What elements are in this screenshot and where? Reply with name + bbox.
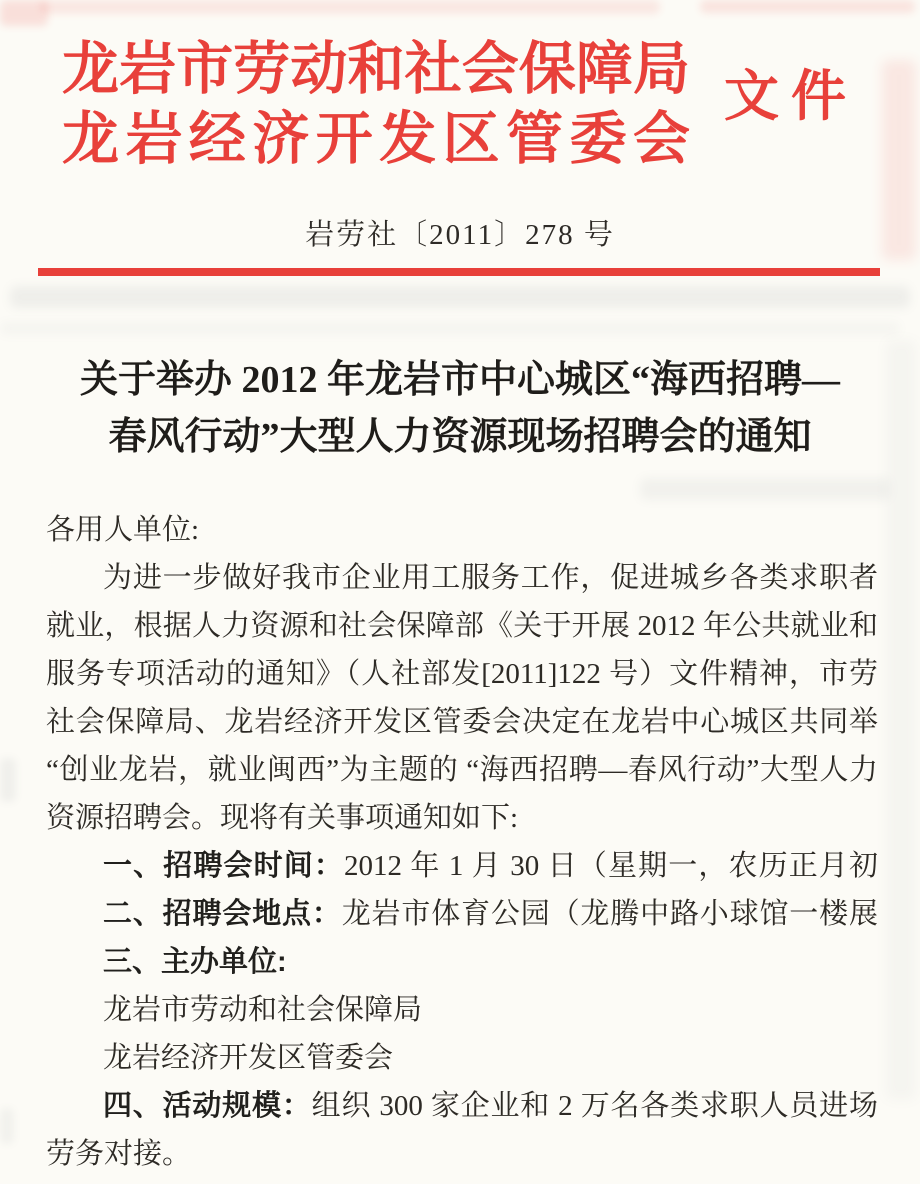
document-title-line2: 春风行动”大型人力资源现场招聘会的通知 <box>108 416 812 458</box>
scan-artifact <box>10 286 910 308</box>
document-number: 岩劳社〔2011〕278 号 <box>305 219 615 251</box>
document-title-line1: 关于举办 2012 年龙岩市中心城区“海西招聘— <box>79 359 840 401</box>
issuing-agency-line1: 龙岩市劳动和社会保障局 <box>62 37 690 101</box>
list-item-line <box>46 842 878 890</box>
list-item-line <box>46 1034 878 1082</box>
paragraph-line: “创业龙岩，就业闽西”为主题的 “海西招聘—春风行动”大型人力 <box>46 754 878 786</box>
paragraph-line: 服务专项活动的通知》（人社部发[2011]122 号）文件精神，市劳 <box>46 658 878 690</box>
list-item-text: 龙岩经济开发区管委会 <box>103 1042 394 1074</box>
paragraph-line: 为进一步做好我市企业用工服务工作，促进城乡各类求职者 <box>103 562 878 594</box>
paragraph-line: 资源招聘会。现将有关事项通知如下: <box>46 802 519 834</box>
scan-artifact <box>640 478 890 500</box>
list-item-line <box>46 986 878 1034</box>
letterhead <box>62 34 690 174</box>
list-item-line <box>46 938 878 986</box>
list-item-label: 一、招聘会时间： <box>103 850 345 882</box>
scan-artifact <box>0 0 48 26</box>
list-item-text: 2012 年 1 月 30 日（星期一，农历正月初 <box>344 850 878 882</box>
list-item-line <box>46 1130 878 1178</box>
list-item-text: 劳务对接。 <box>46 1138 192 1170</box>
scan-artifact <box>0 758 16 802</box>
scan-artifact <box>700 0 915 13</box>
list-item-label: 四、活动规模： <box>103 1090 312 1122</box>
salutation-line: 各用人单位: <box>46 514 200 546</box>
document-type-label: 文件 <box>724 65 859 127</box>
paragraph-line: 就业，根据人力资源和社会保障部《关于开展 2012 年公共就业和 <box>46 610 878 642</box>
list-item-text: 龙岩市劳动和社会保障局 <box>103 994 423 1026</box>
document-title <box>0 352 920 466</box>
list-item-line <box>46 1082 878 1130</box>
list-item-label: 三、主办单位: <box>103 946 287 978</box>
document-body <box>46 506 878 1178</box>
paragraph-line: 社会保障局、龙岩经济开发区管委会决定在龙岩中心城区共同举 <box>46 706 878 738</box>
scan-artifact <box>0 322 900 335</box>
list-item-line <box>46 890 878 938</box>
list-item-label: 二、招聘会地点： <box>103 898 342 930</box>
scan-artifact <box>0 1108 14 1144</box>
issuing-agency-line2: 龙岩经济开发区管委会 <box>62 107 690 171</box>
scan-artifact <box>40 0 660 14</box>
list-item-text: 龙岩市体育公园（龙腾中路小球馆一楼展 <box>341 898 878 930</box>
list-item-text: 组织 300 家企业和 2 万名各类求职人员进场 <box>311 1090 878 1122</box>
red-separator-rule <box>38 268 880 276</box>
